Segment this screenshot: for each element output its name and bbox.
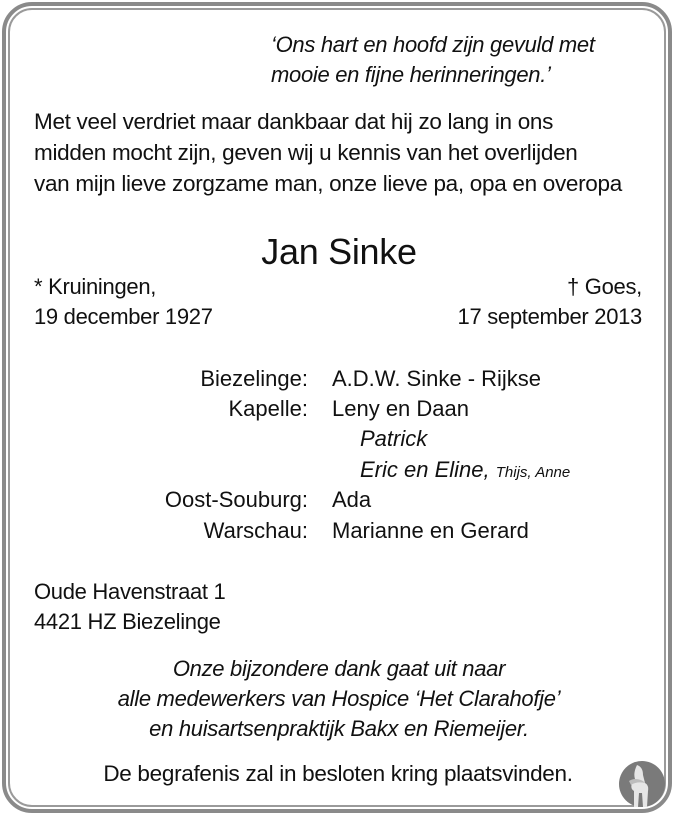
- intro-line: midden mocht zijn, geven wij u kennis van het overlijden: [34, 140, 578, 165]
- thanks-line: Onze bijzondere dank gaat uit naar: [172, 656, 506, 681]
- birth-date: 19 december 1927: [34, 304, 213, 329]
- birth-place: * Kruiningen,: [34, 274, 157, 299]
- family-place: Warschau:: [203, 518, 308, 543]
- family-names: Leny en Daan: [332, 396, 469, 421]
- address-city: 4421 HZ Biezelinge: [34, 609, 221, 634]
- family-names: Ada: [332, 487, 372, 512]
- family-row: [0, 485, 678, 515]
- family-row: [0, 455, 678, 485]
- correspondence-address: [34, 577, 226, 637]
- family-row: [0, 394, 678, 424]
- opening-quote: [271, 30, 595, 90]
- family-row: [0, 364, 678, 394]
- family-row: [0, 424, 678, 454]
- family-place: Kapelle:: [228, 396, 308, 421]
- thanks-line: alle medewerkers van Hospice ‘Het Clarahofje’: [117, 686, 561, 711]
- thanks-line: en huisartsenpraktijk Bakx en Riemeijer.: [149, 716, 529, 741]
- great-grandchildren: Thijs, Anne: [495, 464, 571, 481]
- death-date: 17 september 2013: [457, 304, 642, 329]
- death-info: [458, 272, 642, 332]
- quote-line: ‘Ons hart en hoofd zijn gevuld met: [271, 32, 595, 57]
- embracing-figures-icon: [617, 759, 667, 809]
- birth-info: [34, 272, 213, 332]
- funeral-note: De begrafenis zal in besloten kring plaatsvinden.: [103, 761, 573, 786]
- death-place: † Goes,: [567, 274, 642, 299]
- grandchild-pair: Eric en Eline,: [360, 457, 490, 482]
- grandchild-names: Patrick: [360, 426, 428, 451]
- intro-line: van mijn lieve zorgzame man, onze lieve pa, opa en overopa: [34, 171, 622, 196]
- grandchild-names: [360, 455, 570, 488]
- intro-text: [34, 106, 622, 199]
- quote-line: mooie en fijne herinneringen.’: [271, 62, 551, 87]
- thanks-text: [0, 654, 678, 744]
- address-street: Oude Havenstraat 1: [34, 579, 226, 604]
- family-place: Biezelinge:: [200, 366, 308, 391]
- family-names: A.D.W. Sinke - Rijkse: [332, 366, 542, 391]
- deceased-name: Jan Sinke: [261, 231, 417, 272]
- intro-line: Met veel verdriet maar dankbaar dat hij zo lang in ons: [34, 109, 554, 134]
- family-names: Marianne en Gerard: [332, 518, 529, 543]
- family-place: Oost-Souburg:: [164, 487, 308, 512]
- family-row: [0, 516, 678, 546]
